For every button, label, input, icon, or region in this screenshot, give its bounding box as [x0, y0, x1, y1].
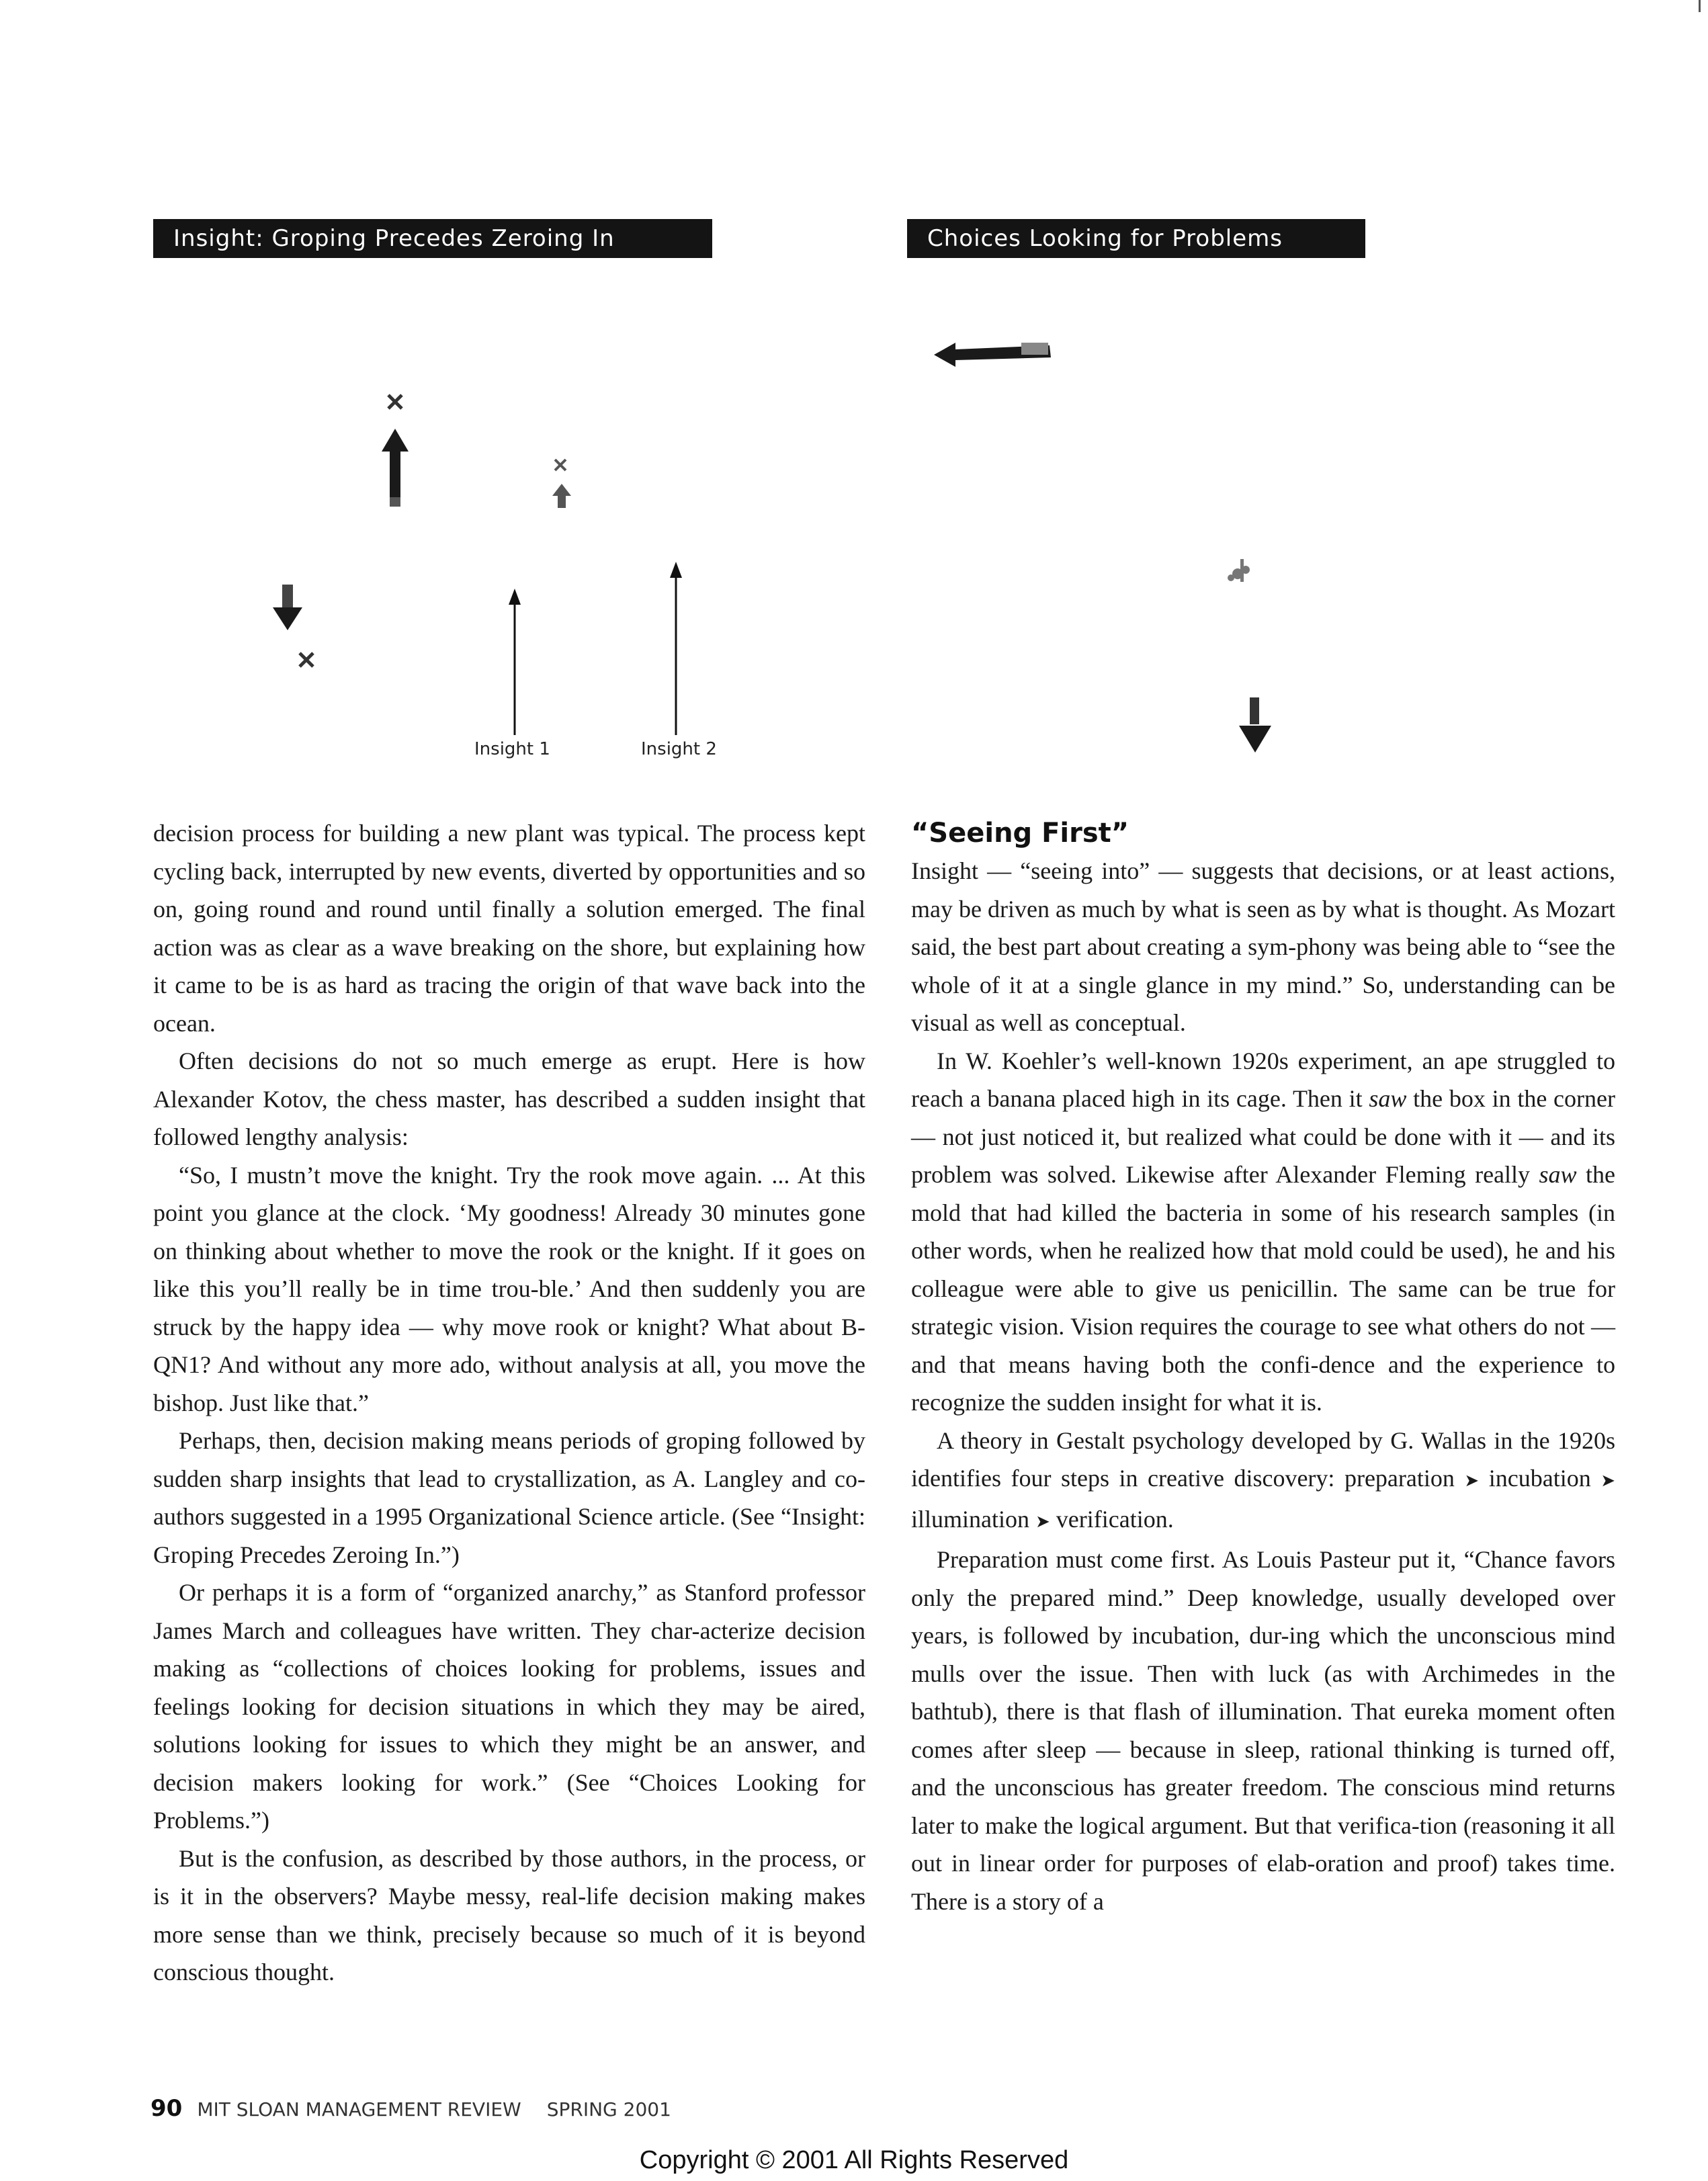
smudge-arrow: [552, 484, 571, 508]
paragraph: [911, 1042, 1615, 1422]
insight-1-arrow: [509, 589, 521, 735]
emphasis: saw: [1369, 1085, 1407, 1112]
page-number: 90: [151, 2095, 183, 2122]
smudge-mark: [1228, 559, 1250, 582]
section-heading: “Seeing First”: [911, 818, 1129, 849]
paragraph: But is the confusion, as described by those authors, in the process, or is it in the observers? Maybe messy, real-life decision making makes more sense than we think, precisely because so much of it is beyond conscious thought.: [153, 1844, 865, 1985]
quote-paragraph: “So, I mustn’t move the knight. Try the rook move again. ... At this point you glance at the clock. ‘My goodness! Already 30 minutes gone on thinking about whether to move the rook or the knight. If it goes on like this you’ll really be in time trou-ble.’ And then suddenly you are struck by the happy idea — why move rook or knight? What about B-QN1? And without any more ado, without analysis at all, you move the bishop. Just like that.”: [153, 1161, 865, 1416]
paragraph: decision process for building a new plant was typical. The process kept cycling back, interrupted by new events, diverted by opportunities and so on, going round and round until finally a solution emerged. The final action was as clear as a wave breaking on the shore, but explaining how it came to be is as hard as tracing the origin of that wave back into the ocean.: [153, 820, 865, 1037]
paragraph: Perhaps, then, decision making means periods of groping followed by sudden sharp insights that lead to crystallization, as A. Langley and co-authors suggested in a 1995 Organizational Science article. (See “Insight: Groping Precedes Zeroing In.”): [153, 1427, 865, 1568]
page-footer: [151, 2095, 671, 2122]
step-arrow-icon: ➤: [1035, 1511, 1050, 1532]
insight-figure: [255, 376, 766, 753]
down-arrow-right: [1239, 697, 1271, 753]
insight-1-label: Insight 1: [474, 739, 550, 759]
x-mark-bottom: [300, 653, 313, 667]
article-left-column: [153, 814, 865, 1992]
sidebar-title-insight: Insight: Groping Precedes Zeroing In: [153, 219, 712, 258]
issue-date: SPRING 2001: [546, 2098, 671, 2121]
paragraph: Insight — “seeing into” — suggests that decisions, or at least actions, may be driven as much by what is seen as by what is thought. As Mozart said, the best part about creating a sym-phony was being able to “see the whole of it at a single glance in my mind.” So, understanding can be visual as well as conceptual.: [911, 857, 1615, 1036]
sidebar-title-choices: Choices Looking for Problems: [907, 219, 1365, 258]
step-arrow-icon: ➤: [1464, 1471, 1480, 1491]
step: incubation: [1488, 1465, 1591, 1492]
copyright-notice: Copyright © 2001 All Rights Reserved: [639, 2146, 1069, 2174]
article-right-column: [911, 814, 1615, 1920]
paragraph: Often decisions do not so much emerge as erupt. Here is how Alexander Kotov, the chess master, has described a sudden insight that followed lengthy analysis:: [153, 1047, 865, 1150]
paragraph: Or perhaps it is a form of “organized anarchy,” as Stanford professor James March and colleagues have written. They char-acterize decision making as “collections of choices looking for problems, issues and feelings looking for decision situations in which they may be aired, solutions looking for issues to which they might be an answer, and decision makers looking for work.” (See “Choices Looking for Problems.”): [153, 1579, 865, 1834]
left-arrow-bold: [934, 343, 1051, 367]
insight-2-arrow: [670, 562, 682, 735]
step: verification.: [1056, 1505, 1174, 1533]
step: preparation: [1344, 1465, 1455, 1492]
publication-name: MIT SLOAN MANAGEMENT REVIEW: [197, 2098, 521, 2121]
x-mark-small: [555, 460, 566, 470]
insight-2-label: Insight 2: [641, 739, 717, 759]
step: illumination: [911, 1505, 1029, 1533]
down-arrow-bold: [273, 585, 302, 630]
text-span: the mold that had killed the bacteria in some of his research samples (in other words, when he realized how that mold could be used), he and his colleague were able to give us penicillin. The same can be true for strategic vision. Vision requires the courage to see what others do not — and that means having both the confi-dence and the experience to recognize the sudden insight for what it is.: [911, 1161, 1616, 1416]
step-arrow-icon: ➤: [1600, 1471, 1616, 1491]
text-span: A theory in Gestalt psychology developed by G. Wallas in the 1920s identifies four steps in creative discovery:: [911, 1426, 1615, 1492]
text-span: In W. Koehler’s well-known 1920s experiment, an ape struggled to reach a banana placed high in its cage. Then it: [911, 1047, 1615, 1112]
choices-figure: [921, 316, 1337, 773]
emphasis: saw: [1539, 1161, 1577, 1188]
paragraph: [911, 1422, 1615, 1541]
up-arrow-bold: [382, 429, 409, 507]
x-mark-top: [388, 395, 402, 409]
paragraph: Preparation must come first. As Louis Pasteur put it, “Chance favors only the prepared mind.” Deep knowledge, usually developed over years, is followed by incubation, dur-ing which the unconscious mind mulls over the issue. Then with luck (as with Archimedes in the bathtub), there is that flash of illumination. That eureka moment often comes after sleep — because in sleep, rational thinking is turned off, and the unconscious has greater freedom. The conscious mind returns later to make the logical argument. But that verifica-tion (reasoning it all out in linear order for purposes of elab-oration and proof) takes time. There is a story of a: [911, 1546, 1615, 1915]
scan-mark: [1699, 0, 1701, 12]
text-span: the box in the corner — not just noticed it, but realized what could be done with it — and its problem was solved. Likewise after Alexander Fleming really: [911, 1085, 1615, 1188]
